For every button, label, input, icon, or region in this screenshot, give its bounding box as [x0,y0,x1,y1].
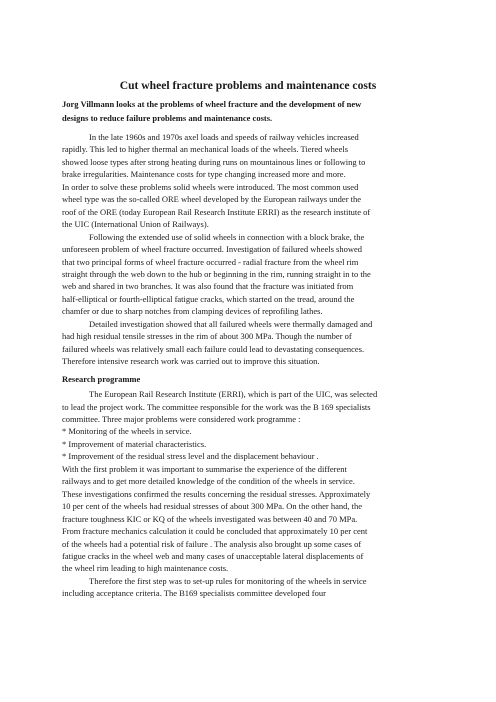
body-line: straight through the web down to the hub or beginning in the rim, running straight in to the [62,268,371,279]
section-heading: Research programme [62,373,141,384]
body-line: wheel type was the so-called ORE wheel developed by the European railways under the [62,194,362,205]
body-line: failured wheels was relatively small each failure could lead to devastating consequences. [62,343,365,354]
document-title: Cut wheel fracture problems and maintenance costs [119,79,377,92]
body-line: chamfer or due to sharp notches from clamping devices of reprofiling lathes. [62,306,323,317]
body-line: fatigue cracks in the wheel web and many cases of unacceptable lateral displacements of [62,550,364,561]
body-line: web and shared in two branches. It was also found that the fracture was initiated from [62,281,354,292]
body-line: With the first problem it was important to summarise the experience of the different [62,463,347,474]
body-line: rapidly. This led to higher thermal an mechanical loads of the wheels. Tiered wheels [62,144,349,155]
body-line: showed loose types after strong heating during runs on mountainous lines or following to [62,156,366,167]
body-line: committee. Three major problems were considered work programme : [62,413,301,424]
lead-line: designs to reduce failure problems and maintenance costs. [62,113,273,123]
body-line: the wheel rim leading to high maintenance costs. [62,563,229,574]
body-line: to lead the project work. The committee responsible for the work was the B 169 specialists [62,401,371,412]
body-line: * Improvement of material characteristics. [62,438,207,449]
body-line: including acceptance criteria. The B169 specialists committee developed four [62,588,326,599]
body-line: In the late 1960s and 1970s axel loads and speeds of railway vehicles increased [89,132,359,142]
body-line: of the wheels had a potential risk of failure . The analysis also brought up some cases of [62,538,362,549]
body-line: Therefore the first step was to set-up rules for monitoring of the wheels in service [89,575,367,586]
body-line: had high residual tensile stresses in the rim of about 300 MPa. Though the number of [62,331,352,342]
body-line: Detailed investigation showed that all failured wheels were thermally damaged and [89,318,373,329]
body-line: Therefore intensive research work was carried out to improve this situation. [62,356,320,367]
body-line: 10 per cent of the wheels had residual stresses of about 300 MPa. On the other hand, the [62,501,363,512]
body-line: These investigations confirmed the results concerning the residual stresses. Approximately [62,488,371,499]
body-line: The European Rail Research Institute (ERRI), which is part of the UIC, was selected [89,389,378,400]
body-line: Following the extended use of solid wheels in connection with a block brake, the [89,231,365,242]
body-line: * Monitoring of the wheels in service. [62,426,192,437]
body-line: half-elliptical or fourth-elliptical fatigue cracks, which started on the tread, around the [62,293,355,304]
body-text [62,131,442,600]
body-line: the UIC (International Union of Railways). [62,219,209,230]
lead-line: Jorg Villmann looks at the problems of wheel fracture and the development of new [62,99,362,109]
body-line: brake irregularities. Maintenance costs for type changing increased more and more. [62,169,346,180]
body-line: From fracture mechanics calculation it could be concluded that approximately 10 per cent [62,526,368,537]
body-line: In order to solve these problems solid wheels were introduced. The most common used [62,181,359,192]
body-line: roof of the ORE (today European Rail Research Institute ERRI) as the research institute of [62,206,371,217]
body-line: railways and to get more detailed knowledge of the condition of the wheels in service. [62,476,355,487]
lead-paragraph [62,97,442,125]
body-line: that two principal forms of wheel fracture occurred - radial fracture from the wheel rim [62,256,359,267]
body-line: unforeseen problem of wheel fracture occurred. Investigation of failured wheels showed [62,244,362,255]
body-line: fracture toughness KIC or KQ of the wheels investigated was between 40 and 70 MPa. [62,513,358,524]
body-line: * Improvement of the residual stress level and the displacement behaviour . [62,451,319,462]
